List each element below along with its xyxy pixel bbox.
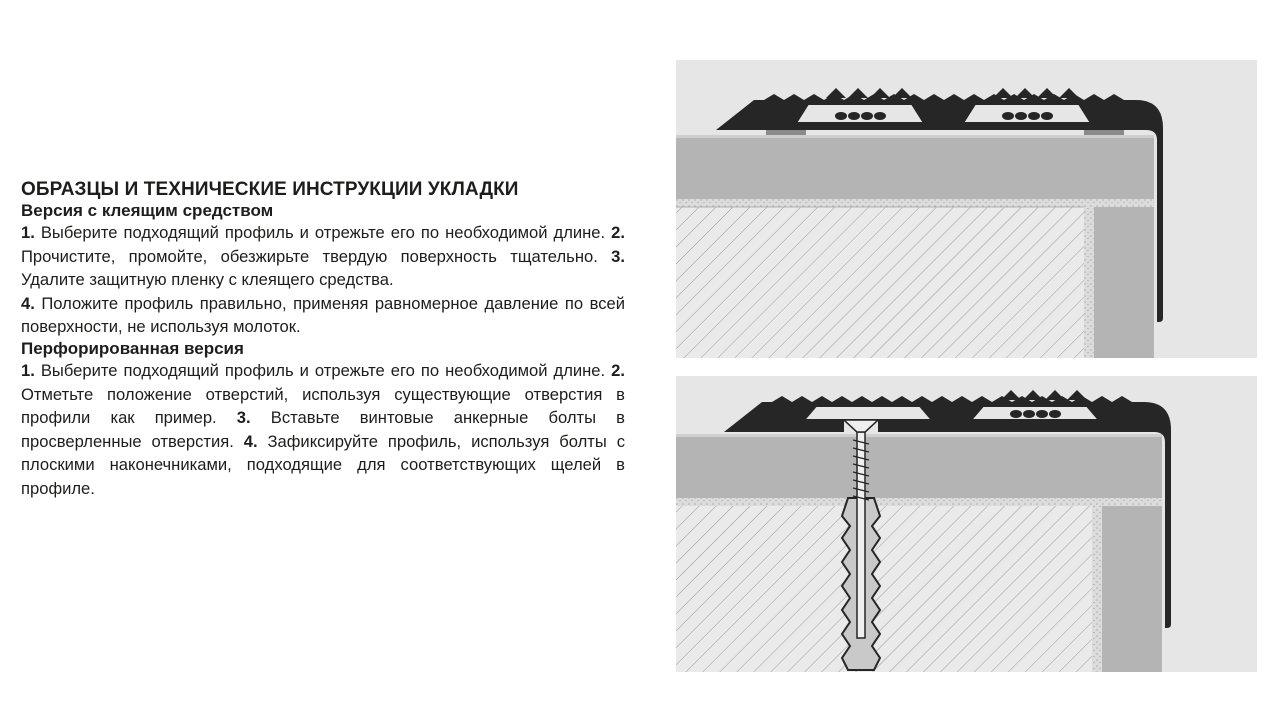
- page-title: ОБРАЗЦЫ И ТЕХНИЧЕСКИЕ ИНСТРУКЦИИ УКЛАДКИ: [21, 179, 519, 200]
- step-text: Выберите подходящий профиль и отрежьте его по необходимой длине.: [34, 360, 612, 380]
- stair-riser: [1102, 506, 1162, 672]
- rubber-insert: [796, 104, 924, 123]
- step-number: 1.: [21, 360, 35, 380]
- rubber-insert: [963, 104, 1091, 123]
- concrete-base: [676, 207, 1084, 358]
- mortar-layer: [676, 199, 1154, 207]
- step-text: Выберите подходящий профиль и отрежьте его по необходимой длине.: [34, 223, 612, 242]
- step-text: Вставьте винтовые анкерные болты в просверленные отверстия.: [21, 408, 625, 451]
- section-heading-perforated: Перфорированная версия: [21, 338, 244, 358]
- step-text: Положите профиль правильно, применяя равномерное давление по всей поверхности, не используя молоток.: [21, 293, 625, 337]
- step-text: Прочистите, промойте, обезжирьте твердую поверхность тщательно.: [21, 246, 612, 266]
- step-number: 3.: [611, 246, 625, 266]
- instruction-paragraph: [21, 359, 625, 501]
- step-text: Отметьте положение отверстий, используя существующие отверстия в профили как пример.: [21, 384, 625, 428]
- step-number: 4.: [21, 293, 35, 313]
- step-number: 2.: [611, 360, 625, 380]
- step-number: 4.: [243, 431, 258, 451]
- perforated-installation-diagram: [676, 376, 1257, 672]
- mortar-layer: [676, 498, 1162, 506]
- step-text: Зафиксируйте профиль, используя болты с плоскими наконечниками, подходящие для соответствующих щелей в профиле.: [21, 431, 626, 498]
- step-number: 2.: [611, 223, 625, 242]
- instruction-paragraph: [21, 292, 625, 339]
- section-heading-adhesive: Версия с клеящим средством: [21, 201, 274, 220]
- step-number: 3.: [236, 408, 251, 428]
- screw: [857, 428, 865, 638]
- instructions-text: [21, 178, 625, 501]
- step-number: 1.: [21, 223, 35, 242]
- stair-step: [676, 135, 1154, 199]
- stair-riser: [1094, 207, 1154, 358]
- adhesive-tape: [766, 130, 806, 135]
- adhesive-installation-diagram: [676, 60, 1257, 358]
- stair-step: [676, 434, 1162, 498]
- concrete-base: [676, 506, 1092, 672]
- instruction-paragraph: [21, 221, 625, 292]
- rubber-insert: [971, 406, 1099, 420]
- rubber-insert: [804, 406, 932, 420]
- step-text: Удалите защитную пленку с клеящего средства.: [21, 270, 394, 290]
